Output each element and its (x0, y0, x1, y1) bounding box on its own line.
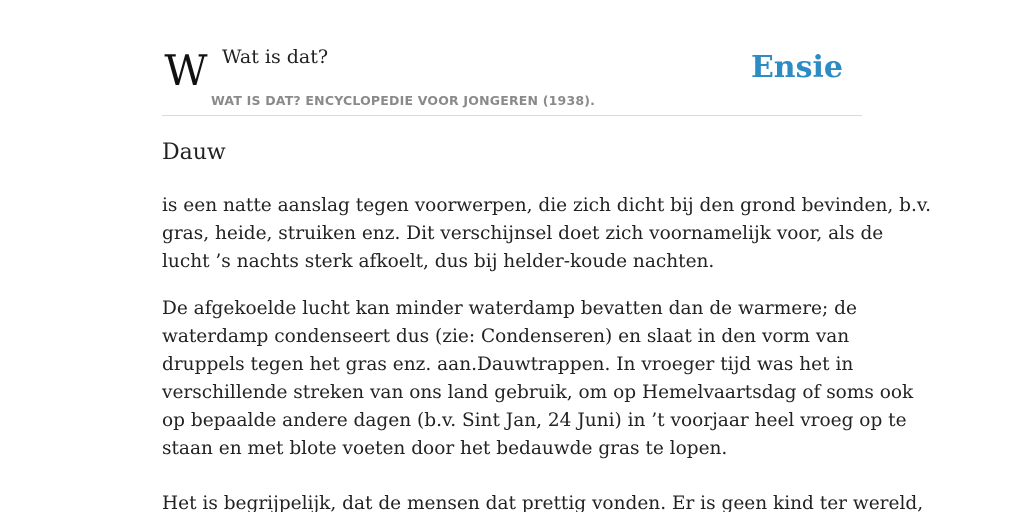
paragraph-line: De afgekoelde lucht kan minder waterdamp bevatten dan de warmere; de (162, 298, 857, 319)
paragraph-line: waterdamp condenseert dus (zie: Condenseren) en slaat in den vorm van (162, 326, 850, 347)
paragraph-line: druppels tegen het gras enz. aan.Dauwtrappen. In vroeger tijd was het in (162, 354, 854, 375)
paragraph-line: lucht ’s nachts sterk afkoelt, dus bij helder-koude nachten. (162, 251, 715, 272)
paragraph-3 (162, 490, 924, 512)
svg-text:W: W (164, 52, 208, 90)
paragraph-2 (162, 295, 914, 463)
paragraph-line: verschillende streken van ons land gebruik, om op Hemelvaartsdag of soms ook (162, 382, 914, 403)
site-title[interactable]: Wat is dat? (222, 46, 329, 68)
paragraph-line: staan en met blote voeten door het bedauwde gras te lopen. (162, 438, 728, 459)
wikipedia-w-icon[interactable] (164, 52, 208, 90)
paragraph-line: gras, heide, struiken enz. Dit verschijnsel doet zich voornamelijk voor, als de (162, 223, 884, 244)
article-card (162, 0, 931, 512)
paragraph-line: op bepaalde andere dagen (b.v. Sint Jan, 24 Juni) in ’t voorjaar heel vroeg op te (162, 410, 907, 431)
header (162, 0, 862, 116)
paragraph-line: is een natte aanslag tegen voorwerpen, die zich dicht bij den grond bevinden, b.v. (162, 195, 931, 216)
site-subtitle: WAT IS DAT? ENCYCLOPEDIE VOOR JONGEREN (1938). (211, 93, 596, 108)
page-title: Dauw (162, 140, 226, 165)
ensie-logo-link[interactable]: Ensie (750, 50, 843, 85)
paragraph-line: Het is begrijpelijk, dat de mensen dat prettig vonden. Er is geen kind ter wereld, (162, 493, 924, 512)
paragraph-1 (162, 192, 931, 276)
